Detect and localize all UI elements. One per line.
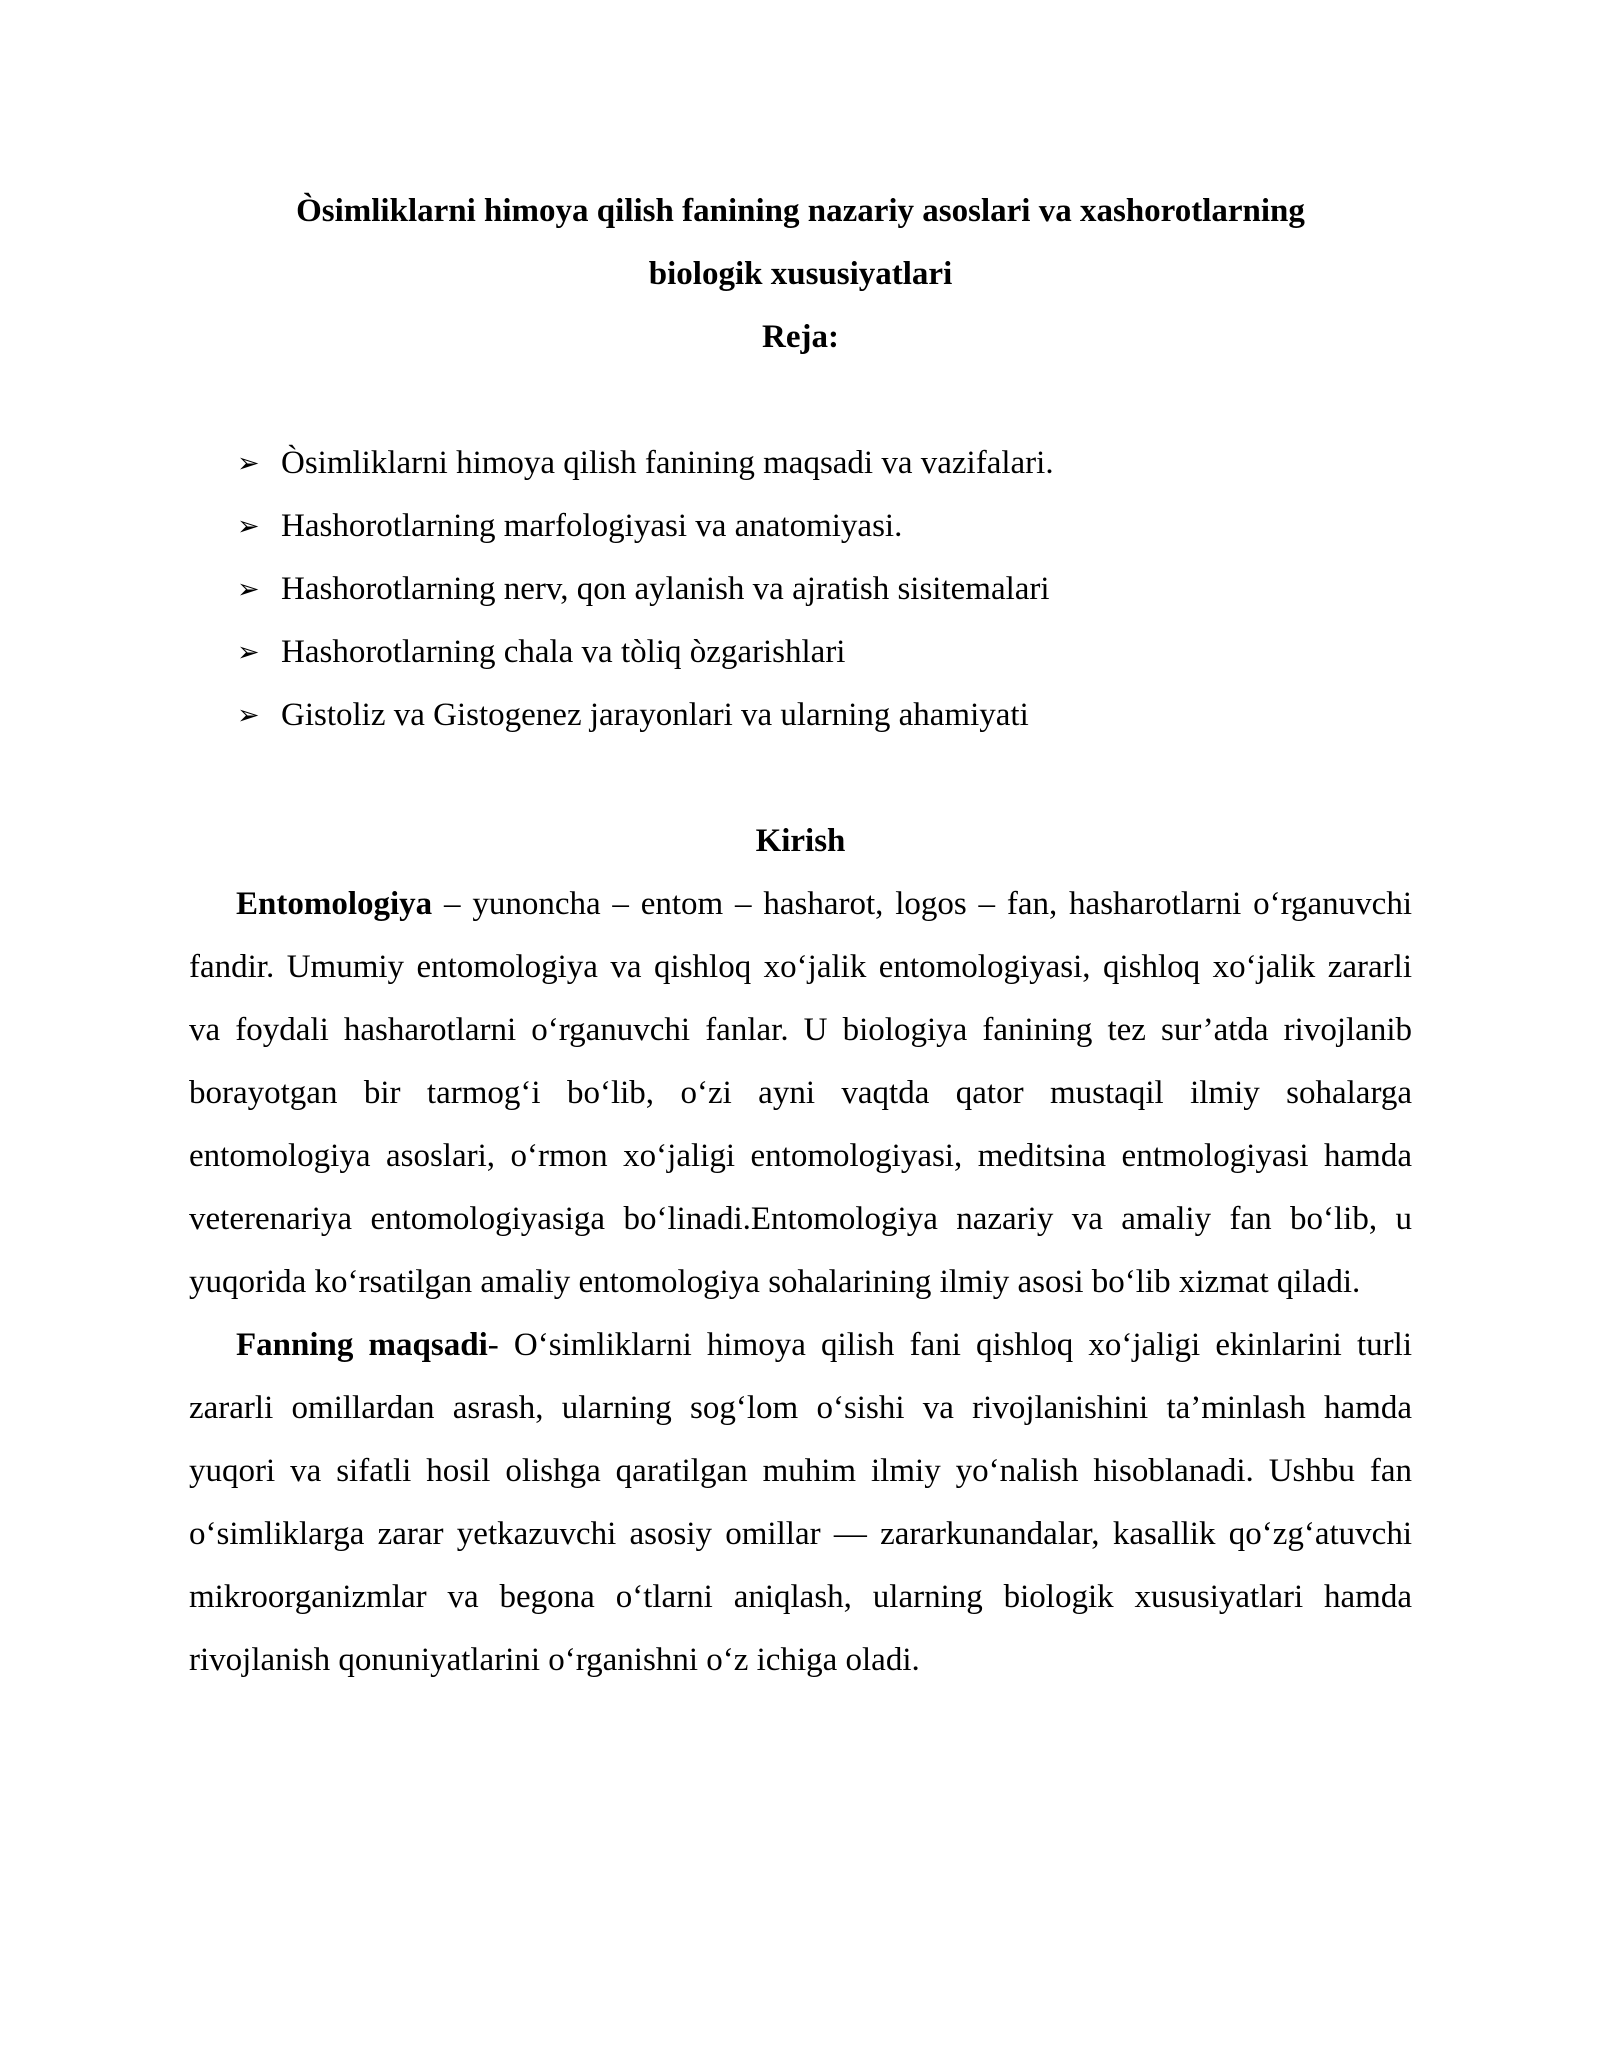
document-title xyxy=(189,180,1412,306)
intro-heading: Kirish xyxy=(755,823,846,859)
plan-item xyxy=(237,558,1412,621)
paragraph-text: - O‘simliklarni himoya qilish fani qishloq xo‘jaligi ekinlarini turli zararli omillardan asrash, ularning sog‘lom o‘sishi va rivojlanishini ta’minlash hamda yuqori va sifatli hosil olishga qaratilgan muhim ilmiy yo‘nalish hisoblanadi. Ushbu fan o‘simliklarga zarar yetkazuvchi asosiy omillar — zararkunandalar, kasallik qo‘zg‘atuvchi mikroorganizmlar va begona o‘tlarni aniqlash, ularning biologik xususiyatlari hamda rivojlanish qonuniyatlarini o‘rganishni o‘z ichiga oladi. xyxy=(189,1327,1412,1678)
plan-item-text: Òsimliklarni himoya qilish fanining maqsadi va vazifalari. xyxy=(281,445,1054,481)
paragraph-term: Entomologiya xyxy=(236,886,433,922)
plan-item-text: Hashorotlarning nerv, qon aylanish va ajratish sisitemalari xyxy=(281,571,1050,607)
arrow-bullet-icon: ➢ xyxy=(237,637,260,668)
arrow-bullet-icon: ➢ xyxy=(237,700,260,731)
plan-list xyxy=(237,432,1412,747)
plan-item-text: Gistoliz va Gistogenez jarayonlari va ularning ahamiyati xyxy=(281,697,1029,733)
paragraph-goal xyxy=(189,1314,1412,1692)
plan-item xyxy=(237,684,1412,747)
document-title-line1: Òsimliklarni himoya qilish fanining nazariy asoslari va xashorotlarning xyxy=(296,193,1305,229)
plan-heading: Reja: xyxy=(762,319,839,355)
document-page xyxy=(189,180,1412,1692)
arrow-bullet-icon: ➢ xyxy=(237,448,260,479)
paragraph-text: – yunoncha – entom – hasharot, logos – fan, hasharotlarni o‘rganuvchi fandir. Umumiy entomologiya va qishloq xo‘jalik entomologiyasi, qishloq xo‘jalik zararli va foydali hasharotlarni o‘rganuvchi fanlar. U biologiya fanining tez sur’atda rivojlanib borayotgan bir tarmog‘i bo‘lib, o‘zi ayni vaqtda qator mustaqil ilmiy sohalarga entomologiya asoslari, o‘rmon xo‘jaligi entomologiyasi, meditsina entmologiyasi hamda veterenariya entomologiyasiga bo‘linadi.Entomologiya nazariy va amaliy fan bo‘lib, u yuqorida ko‘rsatilgan amaliy entomologiya sohalarining ilmiy asosi bo‘lib xizmat qiladi. xyxy=(189,886,1412,1300)
plan-item xyxy=(237,432,1412,495)
plan-item-text: Hashorotlarning marfologiyasi va anatomiyasi. xyxy=(281,508,903,544)
document-title-line2: biologik xususiyatlari xyxy=(648,256,953,292)
arrow-bullet-icon: ➢ xyxy=(237,511,260,542)
plan-item xyxy=(237,621,1412,684)
arrow-bullet-icon: ➢ xyxy=(237,574,260,605)
plan-item xyxy=(237,495,1412,558)
plan-item-text: Hashorotlarning chala va tòliq òzgarishlari xyxy=(281,634,846,670)
paragraph-term: Fanning maqsadi xyxy=(236,1327,488,1363)
paragraph-entomology xyxy=(189,873,1412,1314)
